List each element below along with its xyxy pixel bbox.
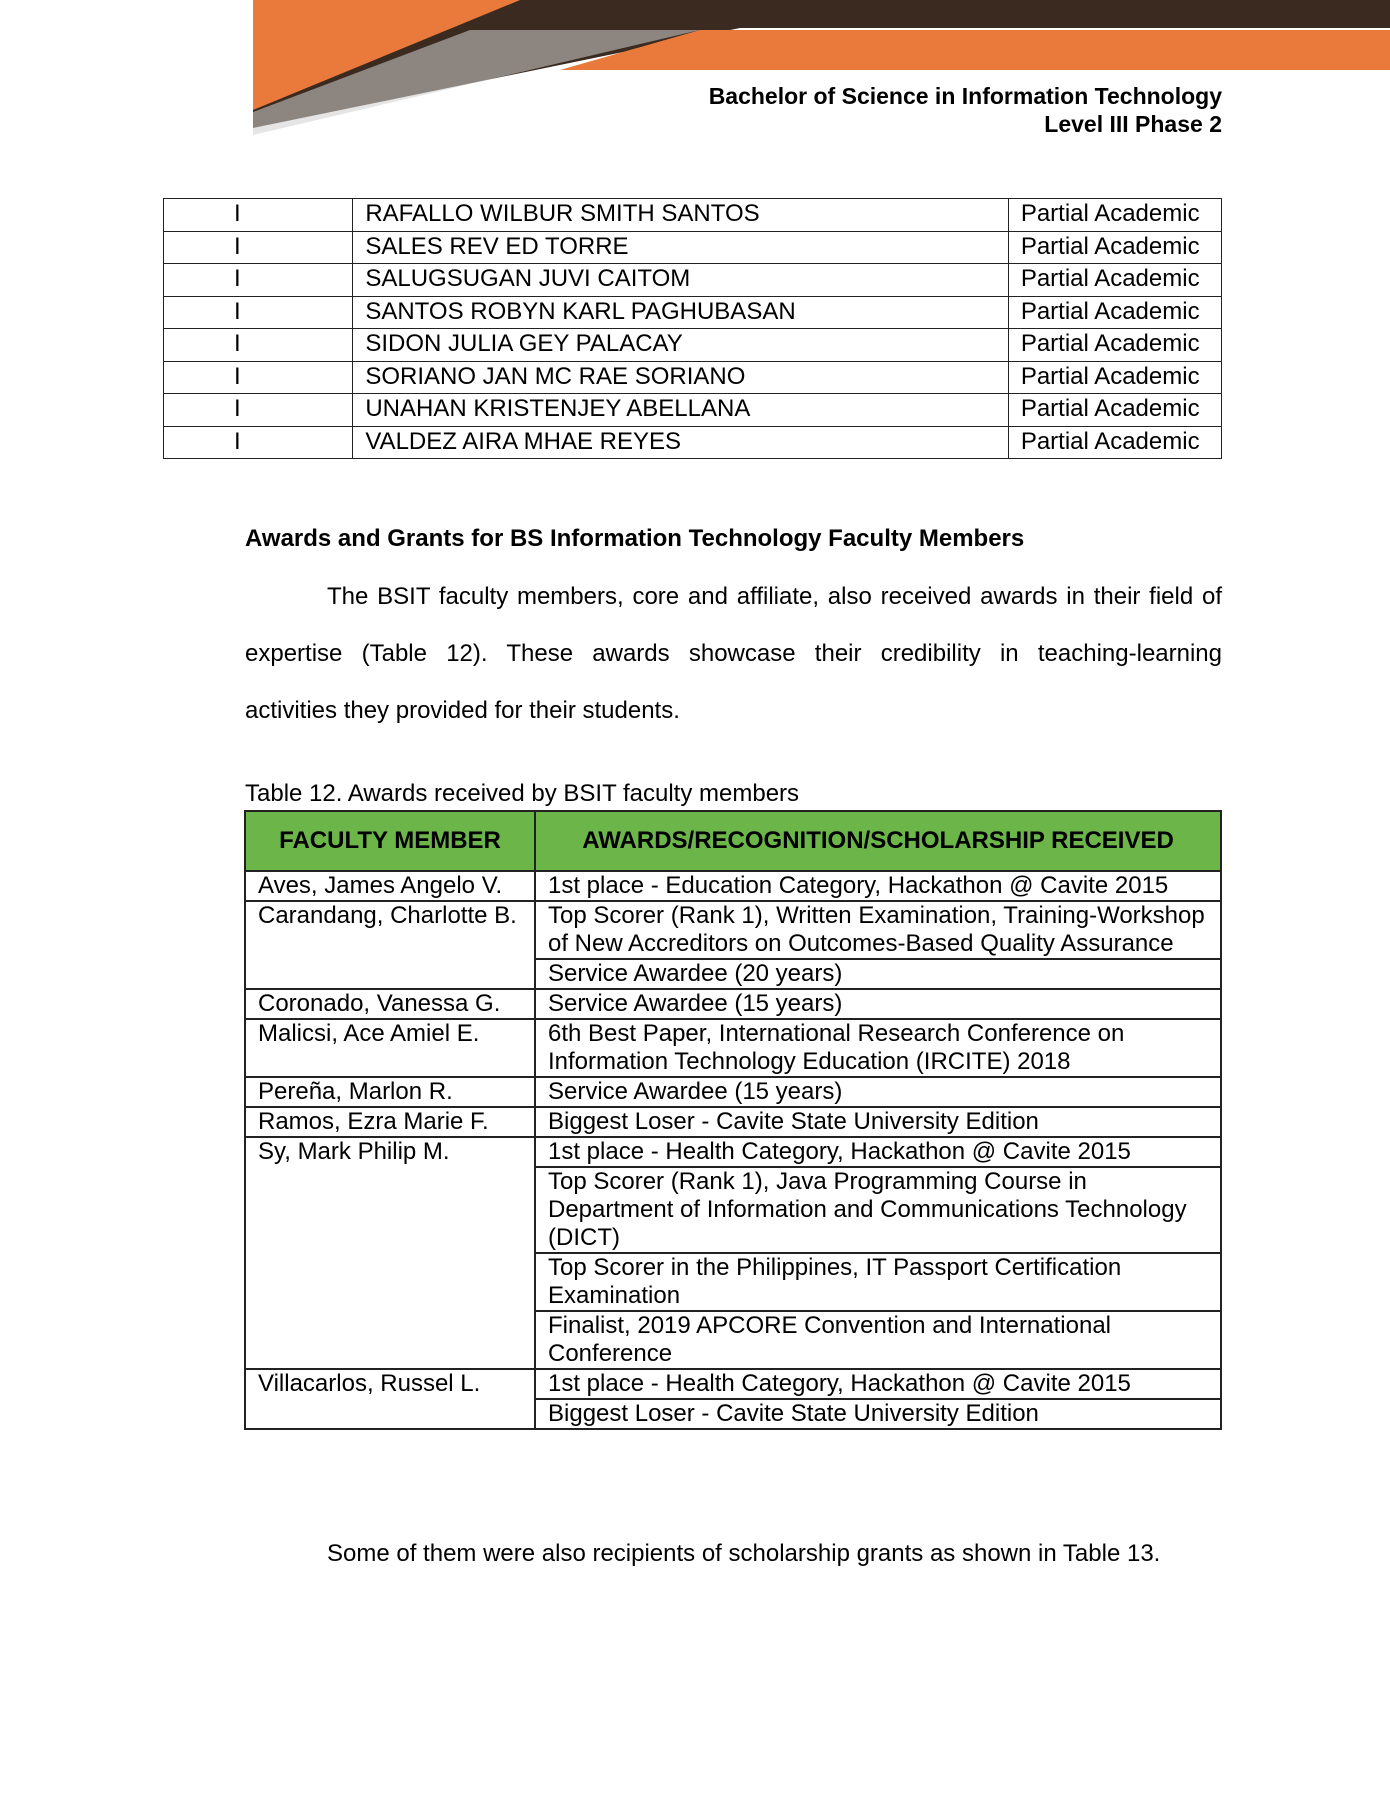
table-row	[164, 199, 1222, 232]
faculty-member-cell: Malicsi, Ace Amiel E.	[245, 1019, 535, 1077]
student-year-cell: I	[164, 426, 353, 459]
paragraph-line: expertise (Table 12). These awards showcase their credibility in teaching-learning	[245, 640, 1222, 667]
student-year-cell: I	[164, 199, 353, 232]
table-row	[164, 264, 1222, 297]
faculty-awards-table	[244, 810, 1222, 1430]
award-cell: Biggest Loser - Cavite State University Edition	[535, 1107, 1221, 1137]
student-year-cell: I	[164, 329, 353, 362]
scholarship-type-cell: Partial Academic	[1008, 361, 1221, 394]
award-cell: Top Scorer (Rank 1), Java Programming Course in Department of Information and Communications Technology (DICT)	[535, 1167, 1221, 1253]
award-cell: Service Awardee (20 years)	[535, 959, 1221, 989]
header-awards: AWARDS/RECOGNITION/SCHOLARSHIP RECEIVED	[535, 811, 1221, 871]
faculty-member-cell: Villacarlos, Russel L.	[245, 1369, 535, 1429]
faculty-member-cell: Carandang, Charlotte B.	[245, 901, 535, 989]
paragraph-line: activities they provided for their students.	[245, 697, 680, 724]
faculty-member-cell: Ramos, Ezra Marie F.	[245, 1107, 535, 1137]
section-heading: Awards and Grants for BS Information Technology Faculty Members	[245, 525, 1025, 552]
student-name-cell: SALES REV ED TORRE	[353, 231, 1009, 264]
student-name-cell: SANTOS ROBYN KARL PAGHUBASAN	[353, 296, 1009, 329]
student-scholar-table	[163, 198, 1222, 459]
table-header-row	[245, 811, 1221, 871]
scholarship-type-cell: Partial Academic	[1008, 329, 1221, 362]
award-cell: Service Awardee (15 years)	[535, 989, 1221, 1019]
student-name-cell: SORIANO JAN MC RAE SORIANO	[353, 361, 1009, 394]
scholarship-type-cell: Partial Academic	[1008, 394, 1221, 427]
award-cell: Top Scorer in the Philippines, IT Passport Certification Examination	[535, 1253, 1221, 1311]
paragraph-line: The BSIT faculty members, core and affiliate, also received awards in their field of	[327, 583, 1222, 610]
scholarship-type-cell: Partial Academic	[1008, 426, 1221, 459]
award-cell: 1st place - Health Category, Hackathon @ Cavite 2015	[535, 1137, 1221, 1167]
table-row	[245, 901, 1221, 959]
table-row	[164, 361, 1222, 394]
scholarship-type-cell: Partial Academic	[1008, 296, 1221, 329]
student-name-cell: UNAHAN KRISTENJEY ABELLANA	[353, 394, 1009, 427]
award-cell: Finalist, 2019 APCORE Convention and International Conference	[535, 1311, 1221, 1369]
student-year-cell: I	[164, 361, 353, 394]
scholarship-type-cell: Partial Academic	[1008, 231, 1221, 264]
table-row	[245, 989, 1221, 1019]
table-row	[164, 394, 1222, 427]
faculty-member-cell: Pereña, Marlon R.	[245, 1077, 535, 1107]
student-year-cell: I	[164, 296, 353, 329]
table-row	[245, 1107, 1221, 1137]
scholarship-type-cell: Partial Academic	[1008, 199, 1221, 232]
table-row	[164, 329, 1222, 362]
table-caption: Table 12. Awards received by BSIT faculty members	[245, 780, 800, 807]
award-cell: 1st place - Health Category, Hackathon @ Cavite 2015	[535, 1369, 1221, 1399]
faculty-member-cell: Aves, James Angelo V.	[245, 871, 535, 901]
student-name-cell: SIDON JULIA GEY PALACAY	[353, 329, 1009, 362]
header-faculty-member: FACULTY MEMBER	[245, 811, 535, 871]
banner-orange-bar	[560, 30, 1390, 70]
award-cell: Top Scorer (Rank 1), Written Examination, Training-Workshop of New Accreditors on Outcomes-Based Quality Assurance	[535, 901, 1221, 959]
award-cell: Biggest Loser - Cavite State University Edition	[535, 1399, 1221, 1429]
faculty-member-cell: Coronado, Vanessa G.	[245, 989, 535, 1019]
student-year-cell: I	[164, 264, 353, 297]
student-name-cell: SALUGSUGAN JUVI CAITOM	[353, 264, 1009, 297]
table-row	[164, 296, 1222, 329]
table-row	[245, 871, 1221, 901]
table-row	[164, 231, 1222, 264]
header-level-phase: Level III Phase 2	[1044, 111, 1222, 137]
closing-sentence: Some of them were also recipients of scholarship grants as shown in Table 13.	[327, 1540, 1161, 1567]
scholarship-type-cell: Partial Academic	[1008, 264, 1221, 297]
student-year-cell: I	[164, 231, 353, 264]
table-row	[245, 1019, 1221, 1077]
student-year-cell: I	[164, 394, 353, 427]
award-cell: Service Awardee (15 years)	[535, 1077, 1221, 1107]
table-row	[164, 426, 1222, 459]
table-row	[245, 1137, 1221, 1167]
award-cell: 1st place - Education Category, Hackathon @ Cavite 2015	[535, 871, 1221, 901]
student-name-cell: VALDEZ AIRA MHAE REYES	[353, 426, 1009, 459]
award-cell: 6th Best Paper, International Research Conference on Information Technology Education (IRCITE) 2018	[535, 1019, 1221, 1077]
table-row	[245, 1369, 1221, 1399]
faculty-member-cell: Sy, Mark Philip M.	[245, 1137, 535, 1369]
student-name-cell: RAFALLO WILBUR SMITH SANTOS	[353, 199, 1009, 232]
header-program-title: Bachelor of Science in Information Technology	[708, 83, 1222, 109]
table-row	[245, 1077, 1221, 1107]
